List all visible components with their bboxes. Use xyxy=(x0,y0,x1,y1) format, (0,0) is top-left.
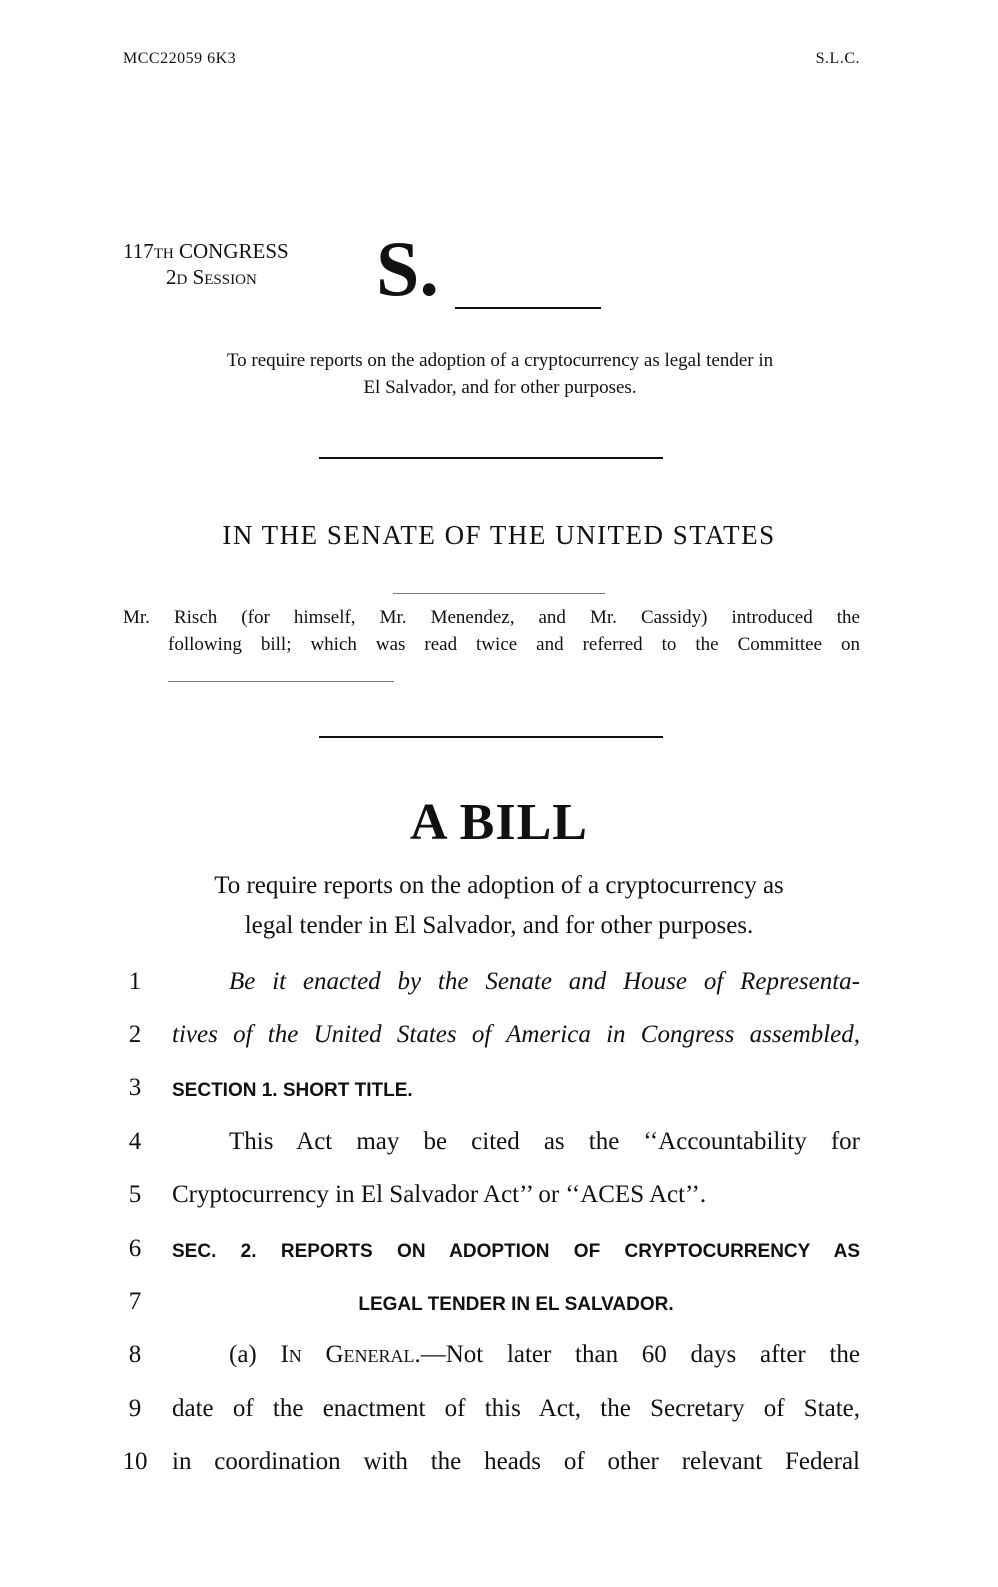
introduction-paragraph xyxy=(123,604,860,658)
body-text-line: in coordination with the heads of other relevant Federal xyxy=(172,1448,860,1475)
line-number: 8 xyxy=(128,1341,142,1368)
congress-line: 117th CONGRESS xyxy=(123,239,289,263)
section-heading: SECTION 1. SHORT TITLE. xyxy=(172,1080,413,1101)
long-title: To require reports on the adoption of a cryptocurrency as legal tender in El Salvador, and for other purposes. xyxy=(214,872,784,939)
introduction-line-1: Mr. Risch (for himself, Mr. Menendez, and Mr. Cassidy) introduced the xyxy=(123,607,860,628)
line-number: 10 xyxy=(122,1448,148,1475)
enacting-clause-line: tives of the United States of America in Congress assembled, xyxy=(172,1021,860,1048)
line-number: 1 xyxy=(128,968,142,995)
line-number: 3 xyxy=(128,1074,142,1101)
line-number: 6 xyxy=(128,1235,142,1262)
a-bill-heading: A BILL xyxy=(410,794,588,851)
divider xyxy=(393,593,605,594)
enacting-clause-line: Be it enacted by the Senate and House of Representa- xyxy=(229,968,860,995)
congress-session-block xyxy=(123,238,289,290)
body-text-line: This Act may be cited as the ‘‘Accountability for xyxy=(229,1128,860,1155)
body-text-line: date of the enactment of this Act, the Secretary of State, xyxy=(172,1395,860,1422)
document-id: MCC22059 6K3 xyxy=(123,50,237,67)
introduction-line-2: following bill; which was read twice and referred to the Committee on xyxy=(168,634,860,655)
section-heading: SEC. 2. REPORTS ON ADOPTION OF CRYPTOCURRENCY AS xyxy=(172,1241,860,1262)
short-title: To require reports on the adoption of a cryptocurrency as legal tender in El Salvador, and for other purposes. xyxy=(226,350,774,398)
senate-heading: IN THE SENATE OF THE UNITED STATES xyxy=(222,520,776,550)
body-text-line: Cryptocurrency in El Salvador Act’’ or ‘‘ACES Act’’. xyxy=(172,1181,707,1208)
line-number: 4 xyxy=(128,1128,142,1155)
committee-blank xyxy=(168,681,394,682)
section-heading-continued: LEGAL TENDER IN EL SALVADOR. xyxy=(358,1294,674,1315)
line-number: 2 xyxy=(128,1021,142,1048)
bill-number-blank xyxy=(455,307,601,309)
line-number: 5 xyxy=(128,1181,142,1208)
office-code: S.L.C. xyxy=(815,50,860,67)
session-line: 2d Session xyxy=(166,265,257,289)
divider xyxy=(319,736,663,738)
line-number: 9 xyxy=(128,1395,142,1422)
line-number: 7 xyxy=(128,1288,142,1315)
divider xyxy=(319,457,663,459)
subsection-line: (a) In General.—Not later than 60 days after the xyxy=(229,1341,860,1368)
bill-mark: S. xyxy=(376,225,439,312)
